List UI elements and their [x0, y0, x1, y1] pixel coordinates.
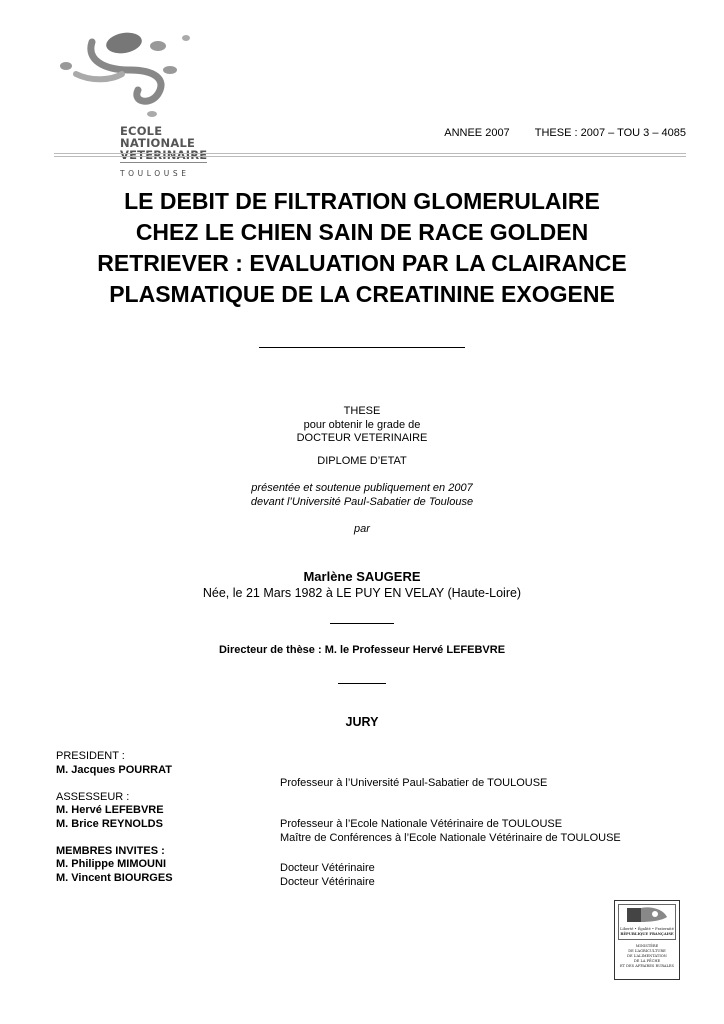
president-name: M. Jacques POURRAT — [56, 763, 172, 776]
logo-mark-icon — [52, 30, 212, 130]
title-line-2: CHEZ LE CHIEN SAIN DE RACE GOLDEN — [135, 219, 589, 245]
logo-line-nationale: NATIONALE — [120, 136, 196, 150]
author-name: Marlène SAUGERE — [303, 569, 421, 584]
seal-ministere: MINISTÈRE — [635, 944, 659, 948]
thesis-director: Directeur de thèse : M. le Professeur Hervé LEFEBVRE — [218, 644, 506, 656]
school-logo — [52, 30, 212, 178]
thesis-info — [0, 405, 724, 537]
title-line-4: PLASMATIQUE DE LA CREATININE EXOGENE — [109, 281, 615, 307]
invite1-title: Docteur Vétérinaire — [280, 862, 375, 874]
seal-motto: Liberté • Égalité • Fraternité — [620, 927, 674, 931]
invite2-title: Docteur Vétérinaire — [280, 875, 375, 888]
diplome-etat: DIPLOME D’ETAT — [317, 454, 407, 467]
author-block — [0, 569, 724, 601]
seal-line-2: DE L’ALIMENTATION — [627, 954, 667, 958]
year-label: ANNEE 2007 — [444, 127, 510, 139]
assesseur1-title: Professeur à l’Ecole Nationale Vétérinaire de TOULOUSE — [280, 818, 563, 830]
director-divider — [338, 683, 386, 684]
jury-assesseur-titles — [280, 818, 700, 845]
thesis-title — [40, 186, 684, 310]
header-divider — [54, 153, 686, 154]
seal-line-4: ET DES AFFAIRES RURALES — [620, 964, 674, 968]
marianne-icon — [619, 905, 675, 927]
assesseur-label: ASSESSEUR : — [56, 790, 130, 803]
invites-label: MEMBRES INVITES : — [56, 844, 165, 857]
seal-line-1: DE L’AGRICULTURE — [628, 949, 666, 953]
author-birth: Née, le 21 Mars 1982 à LE PUY EN VELAY (Haute-Loire) — [202, 586, 522, 600]
title-line-1: LE DEBIT DE FILTRATION GLOMERULAIRE — [124, 188, 600, 214]
title-underline — [259, 347, 465, 348]
jury-names — [56, 750, 276, 885]
par-label: par — [354, 523, 370, 535]
logo-line-toulouse: TOULOUSE — [120, 169, 190, 178]
ministry-seal — [614, 900, 680, 980]
these-label: THESE — [343, 405, 381, 417]
devant-line: devant l’Université Paul-Sabatier de Toulouse — [250, 495, 474, 508]
thesis-number: THESE : 2007 – TOU 3 – 4085 — [534, 127, 686, 139]
jury-president-title — [280, 777, 700, 791]
seal-republique: RÉPUBLIQUE FRANÇAISE — [620, 932, 674, 936]
thesis-reference — [444, 127, 686, 139]
assesseur2-name: M. Brice REYNOLDS — [56, 817, 163, 830]
invite2-name: M. Vincent BIOURGES — [56, 871, 173, 884]
president-title: Professeur à l’Université Paul-Sabatier de TOULOUSE — [280, 777, 548, 789]
assesseur1-name: M. Hervé LEFEBVRE — [56, 804, 164, 816]
assesseur2-title: Maître de Conférences à l’Ecole Nationale Vétérinaire de TOULOUSE — [280, 831, 621, 844]
title-line-3: RETRIEVER : EVALUATION PAR LA CLAIRANCE — [97, 250, 627, 276]
president-label: PRESIDENT : — [56, 750, 125, 762]
invite1-name: M. Philippe MIMOUNI — [56, 858, 166, 870]
logo-line-ecole: ECOLE — [120, 124, 163, 138]
author-divider — [330, 623, 394, 624]
pour-obtenir: pour obtenir le grade de — [303, 418, 421, 431]
presentee-line: présentée et soutenue publiquement en 2007 — [251, 482, 473, 494]
jury-heading: JURY — [345, 715, 379, 729]
seal-line-3: DE LA PÊCHE — [633, 959, 661, 963]
header-divider-second — [54, 156, 686, 157]
logo-line-veterinaire: VETERINAIRE — [120, 148, 208, 162]
docteur-veterinaire: DOCTEUR VETERINAIRE — [296, 432, 428, 444]
jury-invite-titles — [280, 862, 700, 889]
republique-logo — [618, 904, 676, 940]
